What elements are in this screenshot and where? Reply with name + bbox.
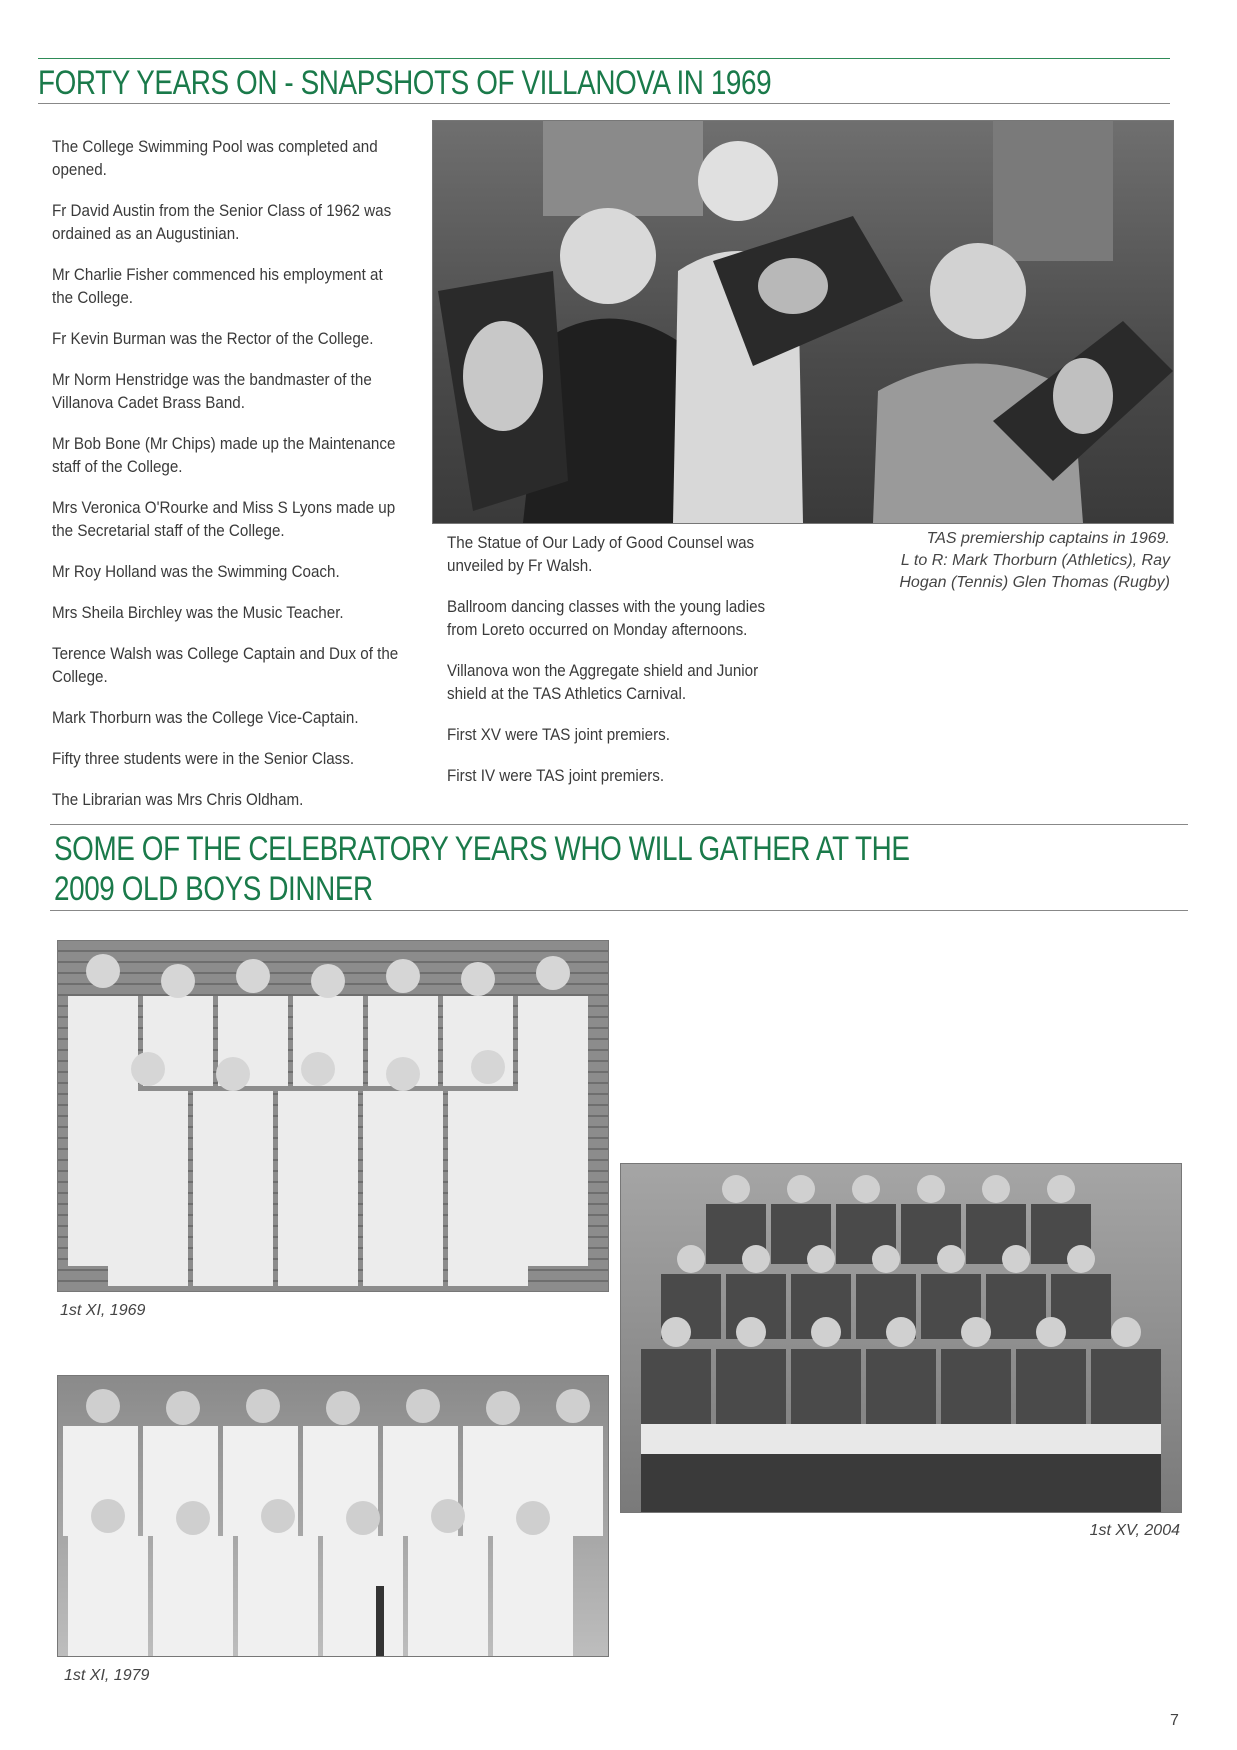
fact-item: Terence Walsh was College Captain and Dux of the College. xyxy=(52,645,399,686)
page-number: 7 xyxy=(1170,1712,1179,1729)
fact-item: Mrs Veronica O'Rourke and Miss S Lyons made up the Secretarial staff of the College. xyxy=(52,499,396,540)
facts-left-column xyxy=(52,136,422,830)
fact-item: Fifty three students were in the Senior Class. xyxy=(52,750,355,768)
caption-line-1: TAS premiership captains in 1969. xyxy=(926,530,1170,547)
fact-item: Mrs Sheila Birchley was the Music Teacher. xyxy=(52,604,344,622)
section-title-celebratory-line2: 2009 OLD BOYS DINNER xyxy=(54,870,373,908)
caption-1st-xv-2004: 1st XV, 2004 xyxy=(1089,1522,1180,1539)
section2-top-rule xyxy=(50,824,1188,825)
fact-item: Mr Bob Bone (Mr Chips) made up the Maintenance staff of the College. xyxy=(52,435,396,476)
fact-item: Mark Thorburn was the College Vice-Captain. xyxy=(52,709,359,727)
fact-item: Mr Charlie Fisher commenced his employment at the College. xyxy=(52,266,383,307)
caption-1st-xi-1969: 1st XI, 1969 xyxy=(60,1302,146,1319)
top-rule xyxy=(38,58,1170,59)
fact-item: Fr David Austin from the Senior Class of 1962 was ordained as an Augustinian. xyxy=(52,202,392,243)
section2-underline xyxy=(50,910,1188,911)
fact-item: First XV were TAS joint premiers. xyxy=(447,726,670,744)
photo-tas-captains xyxy=(432,120,1174,524)
fact-item: The College Swimming Pool was completed and opened. xyxy=(52,138,378,179)
section-title-forty-years: FORTY YEARS ON - SNAPSHOTS OF VILLANOVA IN 1969 xyxy=(38,64,772,102)
fact-item: The Librarian was Mrs Chris Oldham. xyxy=(52,791,304,809)
fact-item: Villanova won the Aggregate shield and Junior shield at the TAS Athletics Carnival. xyxy=(447,662,759,703)
fact-item: First IV were TAS joint premiers. xyxy=(447,767,665,785)
fact-item: Mr Norm Henstridge was the bandmaster of the Villanova Cadet Brass Band. xyxy=(52,371,372,412)
caption-tas-captains xyxy=(850,528,1170,594)
fact-item: Fr Kevin Burman was the Rector of the College. xyxy=(52,330,374,348)
facts-middle-column xyxy=(447,532,827,806)
photo-1st-xi-1979 xyxy=(57,1375,609,1657)
photo-1st-xv-2004 xyxy=(620,1163,1182,1513)
fact-item: Mr Roy Holland was the Swimming Coach. xyxy=(52,563,340,581)
caption-1st-xi-1979: 1st XI, 1979 xyxy=(64,1667,150,1684)
fact-item: Ballroom dancing classes with the young ladies from Loreto occurred on Monday afternoons. xyxy=(447,598,766,639)
title-underline xyxy=(38,103,1170,104)
photo-1st-xi-1969 xyxy=(57,940,609,1292)
caption-line-2: L to R: Mark Thorburn (Athletics), Ray Hogan (Tennis) Glen Thomas (Rugby) xyxy=(899,552,1170,591)
fact-item: The Statue of Our Lady of Good Counsel was unveiled by Fr Walsh. xyxy=(447,534,755,575)
section-title-celebratory-line1: SOME OF THE CELEBRATORY YEARS WHO WILL GATHER AT THE xyxy=(54,830,910,868)
